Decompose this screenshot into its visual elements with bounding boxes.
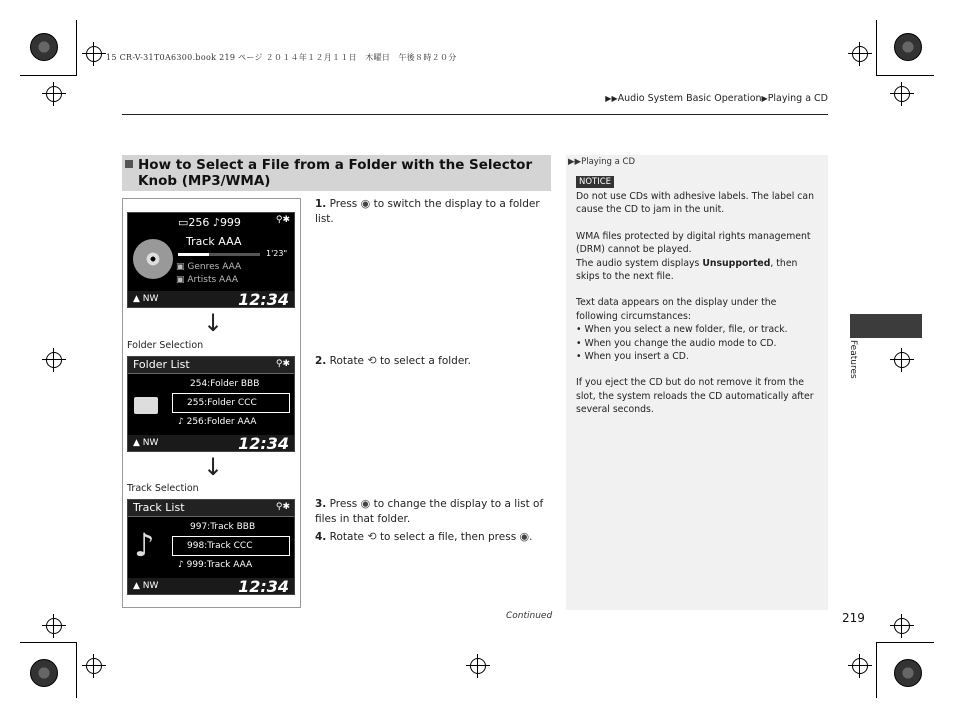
step-number: 1.	[315, 198, 327, 210]
list-item[interactable]	[128, 413, 294, 431]
registration-dial-bottom-right	[894, 659, 922, 687]
folder-selection-caption: Folder Selection	[127, 340, 204, 351]
progress-bar	[178, 253, 260, 256]
note-text: WMA files protected by digital rights management (DRM) cannot be played.	[576, 230, 811, 256]
step-text: to select a file, then press	[379, 531, 517, 543]
disc-icon	[133, 239, 173, 279]
list-item-selected[interactable]: 255:Folder CCC	[172, 393, 290, 413]
step-text: .	[529, 531, 533, 543]
registration-dial-bottom-left	[30, 659, 58, 687]
step-text: Press	[329, 198, 358, 210]
crop-line	[20, 75, 76, 76]
compass-heading: NW	[142, 581, 159, 591]
step-4	[315, 529, 545, 545]
track-list-title: Track List	[133, 501, 185, 514]
usb-bluetooth-icon: ⚲✱	[275, 215, 290, 225]
sidebar-title-text: Playing a CD	[581, 157, 636, 167]
usb-bluetooth-icon: ⚲✱	[275, 502, 290, 512]
header-rule	[122, 114, 828, 115]
crop-target-mark	[46, 352, 62, 368]
crop-target-mark	[894, 86, 910, 102]
now-playing-screen	[127, 212, 295, 308]
music-note-icon: ♪	[178, 560, 187, 570]
clock: 12:34	[238, 433, 289, 452]
compass-heading: NW	[142, 294, 159, 304]
down-arrow-icon: ↓	[203, 453, 224, 481]
breadcrumb	[605, 93, 828, 104]
track-count: 999	[219, 216, 241, 229]
selector-knob-rotate-icon: ⟲	[367, 354, 377, 367]
note-paragraph: Text data appears on the display under the following circumstances: • When you select a new folder, file, or track. • When you change the audio mode to CD. • When you insert a CD.	[576, 297, 788, 363]
bullet-item: When you change the audio mode to CD.	[584, 337, 777, 349]
screen-title-bar	[128, 357, 294, 374]
crop-target-mark	[470, 658, 486, 674]
crop-target-mark	[852, 46, 868, 62]
folder-icon: ▭	[178, 216, 189, 229]
step-text: Rotate	[329, 531, 365, 543]
list-item[interactable]: 997:Track BBB	[190, 522, 256, 532]
artist-text: Artists AAA	[187, 275, 239, 285]
continued-label: Continued	[506, 611, 553, 621]
crop-line	[20, 642, 76, 643]
heading-square-icon	[125, 160, 133, 168]
breadcrumb-separator: ▶▶	[605, 94, 618, 103]
sidebar-title	[568, 157, 635, 167]
crop-target-mark	[894, 618, 910, 634]
status-bar	[128, 291, 294, 307]
status-bar	[128, 578, 294, 594]
music-note-icon: ♪	[212, 216, 220, 229]
folder-list	[128, 375, 294, 431]
crop-target-mark	[46, 86, 62, 102]
crop-line	[876, 20, 877, 76]
section-heading	[122, 155, 551, 191]
clock: 12:34	[238, 289, 289, 308]
note-text: The audio system displays	[576, 257, 700, 269]
step-2	[315, 353, 545, 369]
registration-dial-top-right	[894, 33, 922, 61]
clock: 12:34	[238, 576, 289, 595]
sidebar-notes	[576, 190, 820, 430]
track-list	[128, 518, 294, 574]
crop-target-mark	[86, 658, 102, 674]
step-number: 2.	[315, 355, 327, 367]
compass: ▲ NW	[133, 438, 159, 448]
section-heading-text: How to Select a File from a Folder with the Selector Knob (MP3/WMA)	[138, 157, 533, 189]
progress-fill	[178, 253, 209, 256]
screen-title-bar	[128, 500, 294, 517]
compass: ▲ NW	[133, 581, 159, 591]
bullet-item: When you select a new folder, file, or track.	[584, 324, 788, 336]
selector-knob-press-icon: ◉	[519, 530, 530, 543]
list-item[interactable]: 254:Folder BBB	[190, 379, 260, 389]
folder-list-screen	[127, 356, 295, 452]
folder-list-item-text: 256:Folder AAA	[186, 417, 257, 427]
selector-knob-rotate-icon: ⟲	[367, 530, 377, 543]
registration-dial-top-left	[30, 33, 58, 61]
step-number: 3.	[315, 498, 327, 510]
reference-arrow-icon: ▶▶	[568, 157, 582, 167]
bullet-item: When you insert a CD.	[584, 351, 689, 363]
note-paragraph: If you eject the CD but do not remove it from the slot, the system reloads the CD automatically after several seconds.	[576, 377, 814, 416]
breadcrumb-current[interactable]: Playing a CD	[767, 93, 828, 104]
music-note-icon: ♪	[178, 417, 187, 427]
track-list-screen	[127, 499, 295, 595]
down-arrow-icon: ↓	[203, 309, 224, 337]
crop-line	[76, 642, 77, 698]
note-bold-text: Unsupported	[702, 257, 771, 269]
crop-line	[876, 75, 934, 76]
list-item-selected[interactable]: 998:Track CCC	[172, 536, 290, 556]
folder-list-title: Folder List	[133, 358, 190, 371]
usb-bluetooth-icon: ⚲✱	[275, 359, 290, 369]
note-paragraph	[576, 230, 820, 284]
note-text: Text data appears on the display under the following circumstances:	[576, 297, 777, 322]
breadcrumb-parent[interactable]: Audio System Basic Operation	[617, 93, 762, 104]
step-1	[315, 196, 545, 227]
track-title: Track AAA	[186, 235, 242, 248]
note-text: , then skips to the next file.	[576, 257, 798, 283]
selector-knob-press-icon: ◉	[360, 497, 371, 510]
music-note-large-icon: ♪	[134, 526, 155, 564]
step-text: to change the display to a list of files in that folder.	[315, 498, 544, 525]
status-bar	[128, 435, 294, 451]
elapsed-time: 1'23"	[266, 249, 288, 258]
compass-heading: NW	[142, 438, 159, 448]
genre-text: Genres AAA	[187, 262, 242, 272]
crop-target-mark	[86, 46, 102, 62]
crop-line	[76, 20, 77, 76]
step-text: Rotate	[329, 355, 365, 367]
page-number: 219	[842, 611, 865, 625]
genre-row	[176, 262, 241, 272]
artist-row	[176, 275, 238, 285]
crop-target-mark	[46, 618, 62, 634]
track-list-item-text: 999:Track AAA	[186, 560, 253, 570]
crop-target-mark	[894, 352, 910, 368]
chapter-tab-label: Features	[848, 340, 858, 379]
step-text: to switch the display to a folder list.	[315, 198, 540, 225]
crop-target-mark	[852, 658, 868, 674]
crop-line	[876, 642, 934, 643]
step-text: to select a folder.	[379, 355, 471, 367]
step-3	[315, 496, 545, 527]
counts-row	[178, 216, 241, 229]
artist-icon: ▣	[176, 275, 185, 285]
print-header: 15 CR-V-31T0A6300.book 219 ページ ２０１４年１２月１１日 木曜日 午後８時２０分	[106, 53, 457, 62]
note-paragraph: Do not use CDs with adhesive labels. The label can cause the CD to jam in the unit.	[576, 191, 814, 216]
step-text: Press	[329, 498, 358, 510]
track-selection-caption: Track Selection	[127, 483, 199, 494]
genre-icon: ▣	[176, 262, 185, 272]
folder-count: 256	[188, 216, 210, 229]
notice-badge: NOTICE	[576, 176, 614, 188]
crop-line	[876, 642, 877, 698]
compass: ▲ NW	[133, 294, 159, 304]
breadcrumb-separator: ▶	[761, 94, 768, 103]
list-item[interactable]	[128, 556, 294, 574]
chapter-tab[interactable]	[850, 314, 922, 338]
step-number: 4.	[315, 531, 327, 543]
display-illustration-panel	[122, 198, 301, 608]
selector-knob-press-icon: ◉	[360, 197, 371, 210]
